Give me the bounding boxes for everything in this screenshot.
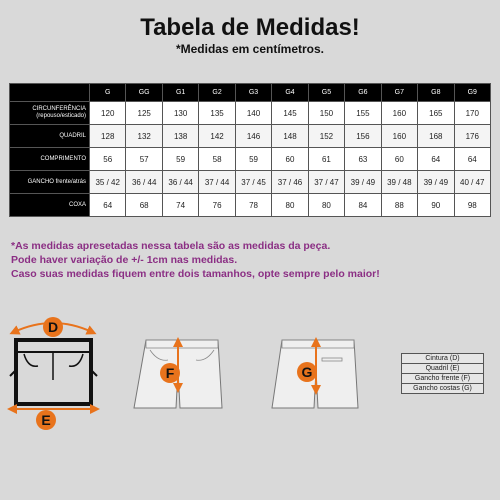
table-cell: 156 — [345, 125, 381, 148]
row-label — [10, 171, 90, 194]
marker-d-label: D — [47, 319, 59, 335]
row-label-main: COMPRIMENTO — [40, 155, 86, 162]
size-header: G3 — [235, 84, 271, 102]
note-line: Pode haver variação de +/- 1cm nas medidas. — [11, 254, 238, 266]
row-label-main: CIRCUNFERÊNCIA — [32, 106, 86, 112]
size-header: G5 — [308, 84, 344, 102]
notes-block — [11, 239, 491, 281]
table-row — [10, 148, 491, 171]
corner-cell — [10, 84, 90, 102]
table-cell: 90 — [418, 194, 454, 217]
table-cell: 64 — [418, 148, 454, 171]
row-label-sub: (repouso/esticado) — [36, 113, 86, 119]
table-cell: 36 / 44 — [162, 171, 198, 194]
table-cell: 40 / 47 — [454, 171, 490, 194]
note-line: Caso suas medidas fiquem entre dois tamanhos, opte sempre pelo maior! — [11, 268, 380, 280]
marker-e-label: E — [41, 412, 51, 428]
table-cell: 160 — [381, 125, 417, 148]
shorts-back-icon — [272, 340, 358, 408]
table-cell: 155 — [345, 102, 381, 125]
table-row — [10, 102, 491, 125]
table-cell: 74 — [162, 194, 198, 217]
table-cell: 39 / 49 — [345, 171, 381, 194]
note-line: *As medidas apresetadas nessa tabela são as medidas da peça. — [11, 240, 331, 252]
table-cell: 130 — [162, 102, 198, 125]
table-cell: 120 — [90, 102, 126, 125]
legend-item: Gancho costas (G) — [402, 384, 484, 394]
table-cell: 80 — [308, 194, 344, 217]
size-header: G7 — [381, 84, 417, 102]
table-cell: 80 — [272, 194, 308, 217]
row-label-main: QUADRIL — [59, 132, 86, 139]
table-cell: 39 / 49 — [418, 171, 454, 194]
table-cell: 37 / 46 — [272, 171, 308, 194]
size-header: G9 — [454, 84, 490, 102]
table-cell: 37 / 44 — [199, 171, 235, 194]
table-cell: 170 — [454, 102, 490, 125]
table-cell: 60 — [272, 148, 308, 171]
table-cell: 152 — [308, 125, 344, 148]
waistband-diagram-icon — [10, 317, 97, 430]
table-cell: 58 — [199, 148, 235, 171]
table-cell: 135 — [199, 102, 235, 125]
row-label-main: COXA — [68, 201, 86, 208]
table-cell: 150 — [308, 102, 344, 125]
table-cell: 64 — [90, 194, 126, 217]
table-cell: 37 / 45 — [235, 171, 271, 194]
table-cell: 138 — [162, 125, 198, 148]
row-label-main: GANCHO frente/atrás — [27, 178, 86, 185]
legend-table — [401, 353, 484, 394]
table-cell: 125 — [126, 102, 162, 125]
table-cell: 68 — [126, 194, 162, 217]
shorts-front-icon — [134, 340, 222, 408]
table-cell: 160 — [381, 102, 417, 125]
table-cell: 142 — [199, 125, 235, 148]
row-label — [10, 125, 90, 148]
table-cell: 145 — [272, 102, 308, 125]
table-cell: 76 — [199, 194, 235, 217]
table-cell: 148 — [272, 125, 308, 148]
table-cell: 59 — [235, 148, 271, 171]
table-cell: 146 — [235, 125, 271, 148]
row-label — [10, 194, 90, 217]
table-cell: 60 — [381, 148, 417, 171]
table-cell: 35 / 42 — [90, 171, 126, 194]
table-row — [10, 171, 491, 194]
table-cell: 176 — [454, 125, 490, 148]
table-cell: 84 — [345, 194, 381, 217]
size-table — [9, 83, 491, 217]
size-header: G2 — [199, 84, 235, 102]
table-cell: 64 — [454, 148, 490, 171]
table-cell: 59 — [162, 148, 198, 171]
table-cell: 57 — [126, 148, 162, 171]
table-cell: 128 — [90, 125, 126, 148]
size-header: G — [90, 84, 126, 102]
table-cell: 37 / 47 — [308, 171, 344, 194]
legend-item: Cintura (D) — [402, 354, 484, 364]
marker-g-label: G — [301, 364, 313, 380]
size-table-body — [10, 102, 491, 217]
table-cell: 61 — [308, 148, 344, 171]
table-cell: 39 / 48 — [381, 171, 417, 194]
size-header: G6 — [345, 84, 381, 102]
table-cell: 63 — [345, 148, 381, 171]
measurement-illustration — [0, 310, 400, 440]
size-header: G1 — [162, 84, 198, 102]
table-cell: 140 — [235, 102, 271, 125]
row-label — [10, 148, 90, 171]
table-cell: 36 / 44 — [126, 171, 162, 194]
size-header: GG — [126, 84, 162, 102]
legend-item: Quadril (E) — [402, 364, 484, 374]
table-cell: 78 — [235, 194, 271, 217]
page-title: Tabela de Medidas! — [140, 14, 360, 41]
table-cell: 56 — [90, 148, 126, 171]
row-label — [10, 102, 90, 125]
marker-f-label: F — [165, 365, 175, 381]
table-cell: 88 — [381, 194, 417, 217]
size-header: G8 — [418, 84, 454, 102]
table-row — [10, 125, 491, 148]
table-cell: 98 — [454, 194, 490, 217]
table-cell: 165 — [418, 102, 454, 125]
size-header-row — [10, 84, 491, 102]
page-subtitle: *Medidas em centímetros. — [175, 42, 325, 56]
table-cell: 132 — [126, 125, 162, 148]
table-row — [10, 194, 491, 217]
legend-item: Gancho frente (F) — [402, 374, 484, 384]
size-header: G4 — [272, 84, 308, 102]
table-cell: 168 — [418, 125, 454, 148]
